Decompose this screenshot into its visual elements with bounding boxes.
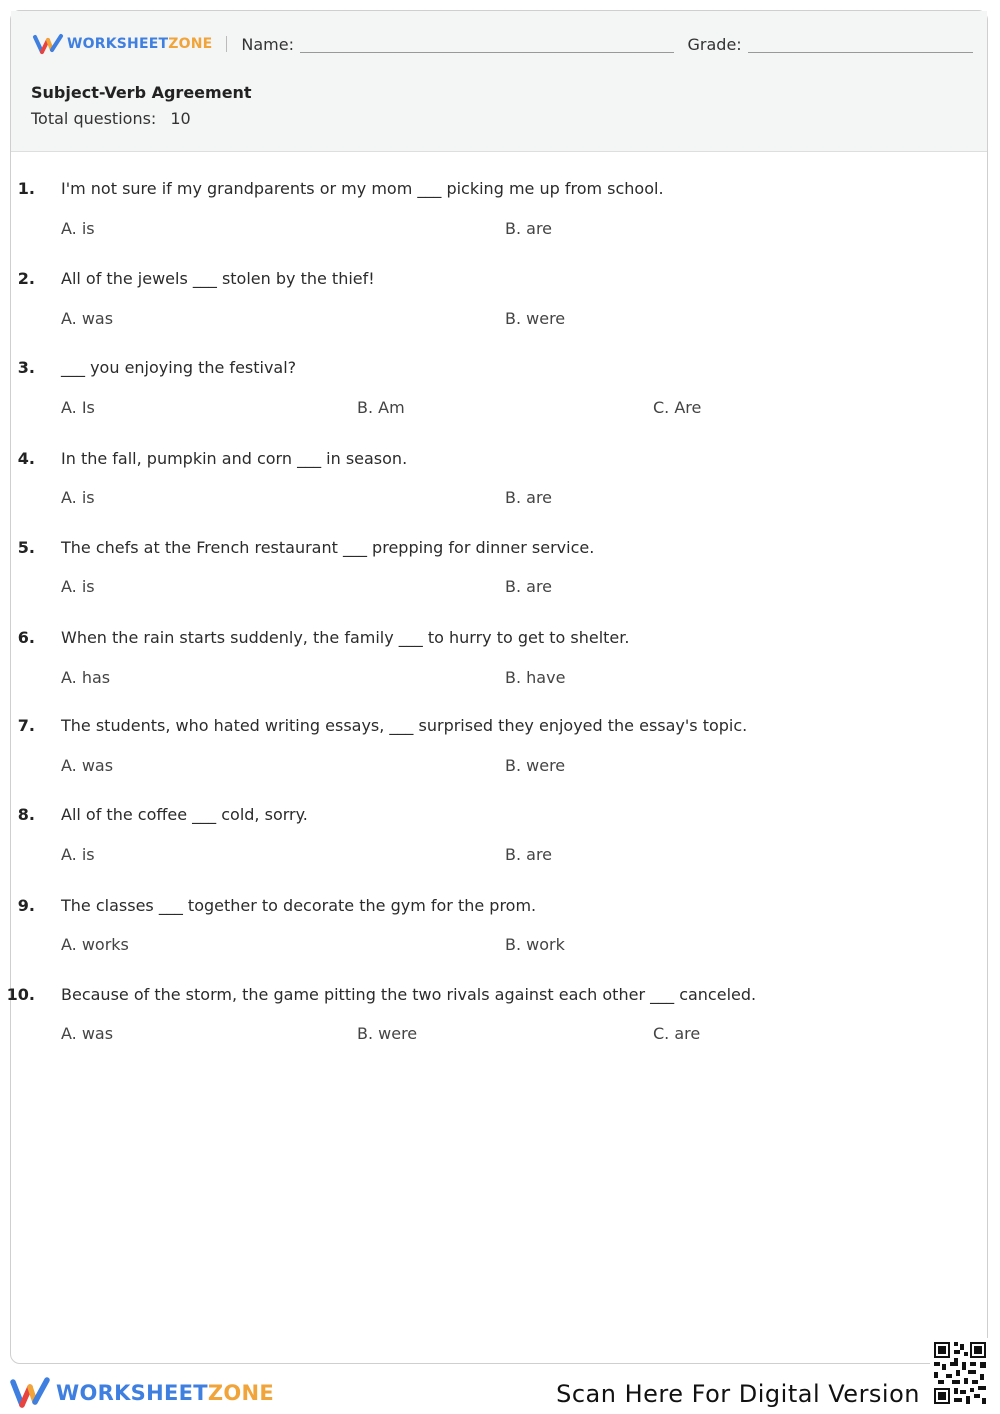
brand-wordmark <box>67 36 212 52</box>
question-text: The chefs at the French restaurant ___ prepping for dinner service. <box>61 538 595 557</box>
grade-label: Grade: <box>687 34 742 54</box>
option-a[interactable]: A. was <box>61 756 114 775</box>
footer-wordmark <box>56 1381 274 1405</box>
page-footer <box>0 1364 1000 1414</box>
total-questions-label: Total questions: <box>31 109 157 128</box>
question-text: The students, who hated writing essays, ___ surprised they enjoyed the essay's topic. <box>61 716 748 735</box>
option-b[interactable]: B. are <box>505 219 553 238</box>
qr-code-icon[interactable] <box>930 1338 990 1408</box>
question-number: 3. <box>17 358 35 377</box>
option-b[interactable]: B. Am <box>357 398 405 417</box>
name-field-line[interactable] <box>300 36 674 53</box>
worksheetzone-logo-icon <box>33 33 65 55</box>
question-number: 6. <box>17 628 35 647</box>
option-b[interactable]: B. were <box>357 1024 418 1043</box>
question-text: All of the coffee ___ cold, sorry. <box>61 805 308 824</box>
option-b[interactable]: B. are <box>505 577 553 596</box>
total-questions-value: 10 <box>170 109 191 128</box>
header-divider <box>226 36 227 52</box>
option-b[interactable]: B. have <box>505 668 566 687</box>
brand-word-1: WORKSHEET <box>67 36 169 52</box>
question-number: 8. <box>17 805 35 824</box>
option-a[interactable]: A. has <box>61 668 111 687</box>
question-number: 7. <box>17 716 35 735</box>
option-c[interactable]: C. Are <box>653 398 702 417</box>
option-a[interactable]: A. is <box>61 577 95 596</box>
option-a[interactable]: A. was <box>61 1024 114 1043</box>
option-b[interactable]: B. are <box>505 488 553 507</box>
option-b[interactable]: B. were <box>505 309 566 328</box>
scan-caption: Scan Here For Digital Version <box>556 1380 920 1408</box>
question-number: 2. <box>17 269 35 288</box>
question-text: ___ you enjoying the festival? <box>61 358 297 377</box>
option-a[interactable]: A. is <box>61 488 95 507</box>
worksheet-sheet <box>6 10 988 1364</box>
question-text: The classes ___ together to decorate the gym for the prom. <box>61 896 537 915</box>
question-number: 9. <box>17 896 35 915</box>
question-text: All of the jewels ___ stolen by the thief! <box>61 269 375 288</box>
worksheet-header <box>11 11 987 152</box>
option-a[interactable]: A. Is <box>61 398 95 417</box>
option-a[interactable]: A. is <box>61 845 95 864</box>
grade-field-line[interactable] <box>748 36 973 53</box>
option-c[interactable]: C. are <box>653 1024 701 1043</box>
question-number: 4. <box>17 449 35 468</box>
name-label: Name: <box>241 34 294 54</box>
question-number: 1. <box>17 179 35 198</box>
footer-brand-word-1: WORKSHEET <box>56 1381 208 1405</box>
footer-brand-word-2: ZONE <box>207 1381 275 1405</box>
option-b[interactable]: B. were <box>505 756 566 775</box>
footer-brand <box>10 1376 274 1410</box>
question-number: 5. <box>17 538 35 557</box>
worksheetzone-logo-icon <box>10 1376 52 1410</box>
question-text: When the rain starts suddenly, the family ___ to hurry to get to shelter. <box>61 628 630 647</box>
brand-row <box>33 33 973 55</box>
brand-word-2: ZONE <box>168 36 213 52</box>
option-b[interactable]: B. work <box>505 935 565 954</box>
option-a[interactable]: A. is <box>61 219 95 238</box>
question-text: In the fall, pumpkin and corn ___ in season. <box>61 449 408 468</box>
option-b[interactable]: B. are <box>505 845 553 864</box>
question-text: I'm not sure if my grandparents or my mom ___ picking me up from school. <box>61 179 664 198</box>
option-a[interactable]: A. works <box>61 935 129 954</box>
total-questions <box>31 109 191 128</box>
option-a[interactable]: A. was <box>61 309 114 328</box>
question-number: 10. <box>6 985 35 1004</box>
worksheet-title: Subject-Verb Agreement <box>31 83 252 102</box>
question-text: Because of the storm, the game pitting the two rivals against each other ___ canceled. <box>61 985 757 1004</box>
